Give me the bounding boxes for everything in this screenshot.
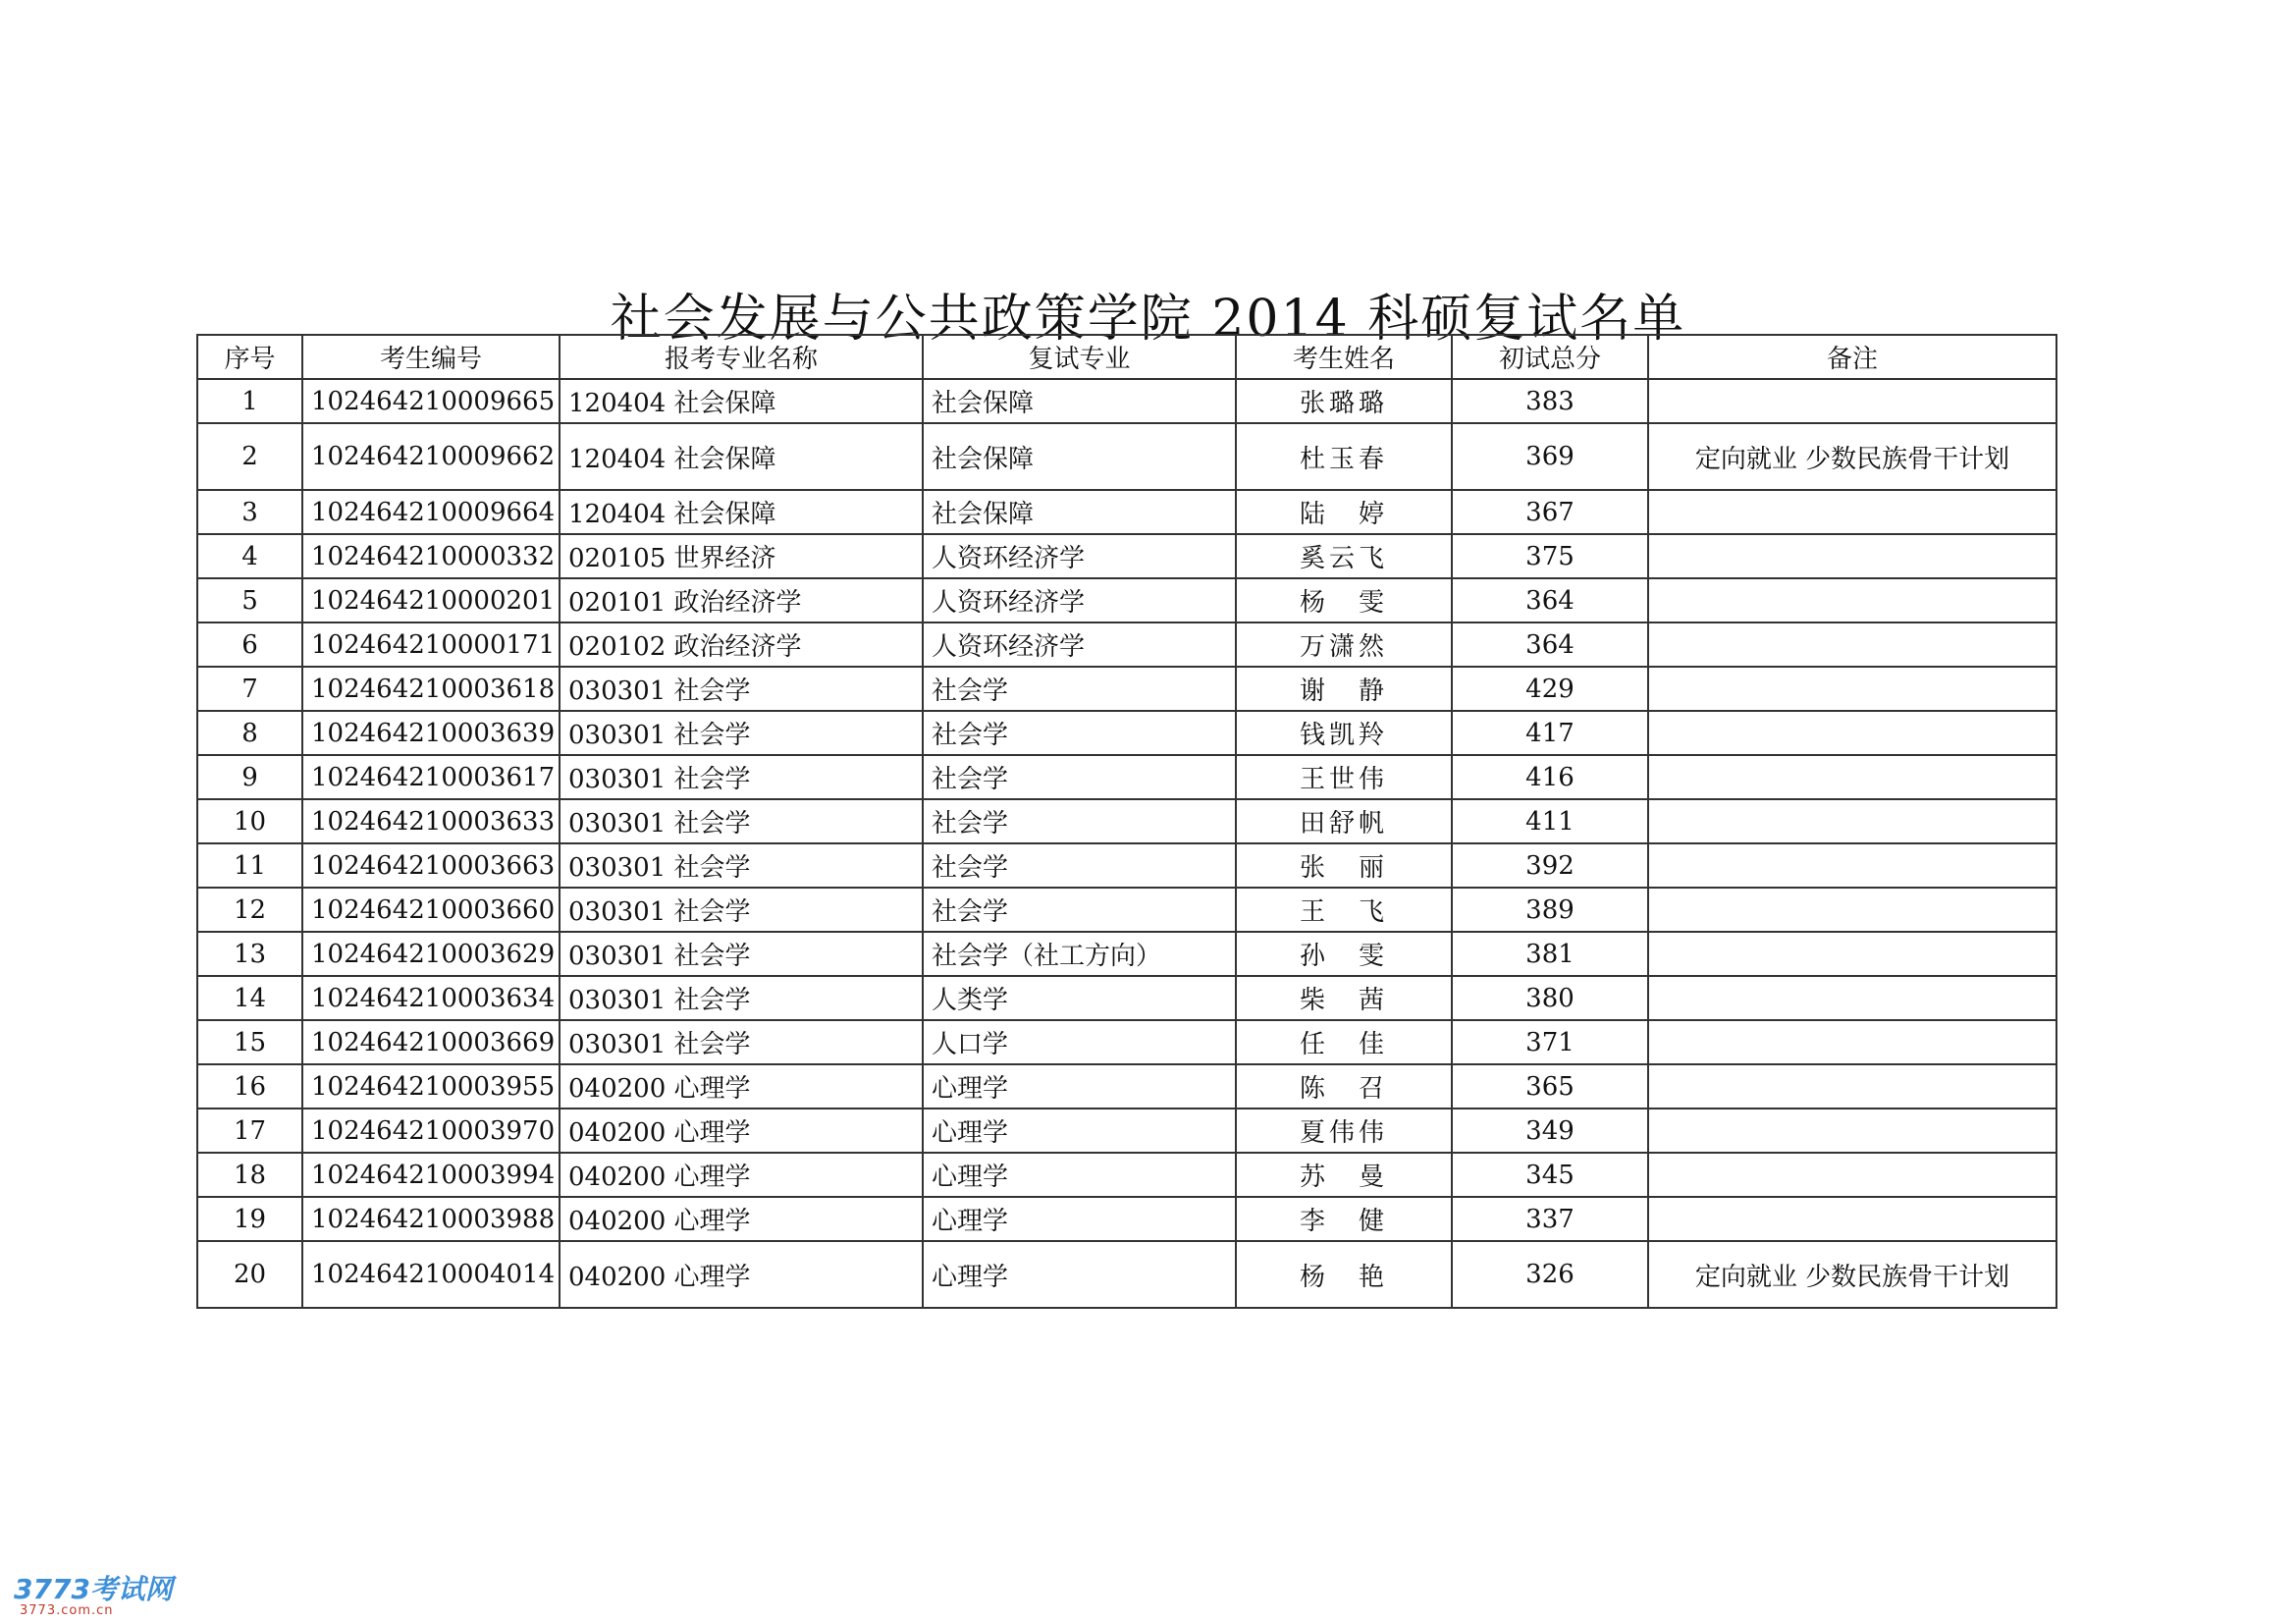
table-row <box>197 423 2056 490</box>
cell-initial-score: 337 <box>1452 1197 1648 1241</box>
header-candidate-id: 考生编号 <box>302 335 560 379</box>
cell-remarks: 定向就业 少数民族骨干计划 <box>1648 1241 2056 1308</box>
cell-candidate-name: 杨 雯 <box>1236 578 1452 622</box>
table-row <box>197 711 2056 755</box>
table-row <box>197 1109 2056 1153</box>
cell-initial-score: 365 <box>1452 1064 1648 1109</box>
cell-retest-major: 人资环经济学 <box>923 578 1236 622</box>
cell-applied-major: 030301 社会学 <box>560 932 923 976</box>
cell-remarks <box>1648 1064 2056 1109</box>
table-row <box>197 932 2056 976</box>
cell-serial: 3 <box>197 490 302 534</box>
cell-remarks <box>1648 1020 2056 1064</box>
table-header-row <box>197 335 2056 379</box>
cell-applied-major: 030301 社会学 <box>560 799 923 843</box>
cell-serial: 14 <box>197 976 302 1020</box>
table-row <box>197 1064 2056 1109</box>
cell-candidate-name: 李 健 <box>1236 1197 1452 1241</box>
cell-remarks: 定向就业 少数民族骨干计划 <box>1648 423 2056 490</box>
cell-retest-major: 人资环经济学 <box>923 534 1236 578</box>
cell-initial-score: 416 <box>1452 755 1648 799</box>
cell-candidate-name: 奚云飞 <box>1236 534 1452 578</box>
cell-applied-major: 120404 社会保障 <box>560 490 923 534</box>
cell-applied-major: 120404 社会保障 <box>560 379 923 423</box>
cell-serial: 5 <box>197 578 302 622</box>
watermark-domain-text: 3773.com.cn <box>20 1603 114 1618</box>
table-row <box>197 490 2056 534</box>
cell-candidate-name: 万潇然 <box>1236 622 1452 667</box>
cell-remarks <box>1648 888 2056 932</box>
cell-remarks <box>1648 755 2056 799</box>
cell-remarks <box>1648 379 2056 423</box>
cell-candidate-id: 102464210003669 <box>302 1020 560 1064</box>
watermark-logo-text: 3773考试网 <box>14 1573 173 1605</box>
cell-applied-major: 030301 社会学 <box>560 667 923 711</box>
cell-remarks <box>1648 490 2056 534</box>
cell-retest-major: 社会学 <box>923 667 1236 711</box>
cell-initial-score: 417 <box>1452 711 1648 755</box>
cell-serial: 11 <box>197 843 302 888</box>
cell-remarks <box>1648 667 2056 711</box>
cell-candidate-id: 102464210009664 <box>302 490 560 534</box>
cell-retest-major: 社会保障 <box>923 423 1236 490</box>
cell-candidate-name: 杜玉春 <box>1236 423 1452 490</box>
cell-candidate-id: 102464210003994 <box>302 1153 560 1197</box>
cell-candidate-name: 陈 召 <box>1236 1064 1452 1109</box>
cell-applied-major: 030301 社会学 <box>560 888 923 932</box>
cell-candidate-name: 王世伟 <box>1236 755 1452 799</box>
cell-initial-score: 364 <box>1452 622 1648 667</box>
cell-retest-major: 社会学 <box>923 711 1236 755</box>
cell-serial: 9 <box>197 755 302 799</box>
cell-candidate-id: 102464210003634 <box>302 976 560 1020</box>
cell-retest-major: 心理学 <box>923 1064 1236 1109</box>
cell-candidate-id: 102464210003663 <box>302 843 560 888</box>
cell-initial-score: 375 <box>1452 534 1648 578</box>
cell-remarks <box>1648 843 2056 888</box>
table-row <box>197 888 2056 932</box>
cell-candidate-name: 任 佳 <box>1236 1020 1452 1064</box>
cell-applied-major: 120404 社会保障 <box>560 423 923 490</box>
cell-serial: 19 <box>197 1197 302 1241</box>
table-row <box>197 622 2056 667</box>
cell-candidate-name: 张 丽 <box>1236 843 1452 888</box>
cell-retest-major: 社会学 <box>923 755 1236 799</box>
cell-candidate-id: 102464210003988 <box>302 1197 560 1241</box>
cell-serial: 10 <box>197 799 302 843</box>
cell-serial: 2 <box>197 423 302 490</box>
table-row <box>197 976 2056 1020</box>
cell-applied-major: 030301 社会学 <box>560 843 923 888</box>
cell-initial-score: 429 <box>1452 667 1648 711</box>
cell-candidate-id: 102464210003660 <box>302 888 560 932</box>
table-row <box>197 1020 2056 1064</box>
cell-serial: 16 <box>197 1064 302 1109</box>
header-candidate-name: 考生姓名 <box>1236 335 1452 379</box>
cell-candidate-name: 柴 茜 <box>1236 976 1452 1020</box>
cell-candidate-id: 102464210000171 <box>302 622 560 667</box>
cell-candidate-id: 102464210003633 <box>302 799 560 843</box>
cell-serial: 1 <box>197 379 302 423</box>
cell-initial-score: 349 <box>1452 1109 1648 1153</box>
cell-retest-major: 社会学 <box>923 799 1236 843</box>
cell-retest-major: 心理学 <box>923 1109 1236 1153</box>
cell-initial-score: 371 <box>1452 1020 1648 1064</box>
cell-applied-major: 040200 心理学 <box>560 1197 923 1241</box>
cell-candidate-id: 102464210003970 <box>302 1109 560 1153</box>
cell-serial: 8 <box>197 711 302 755</box>
cell-remarks <box>1648 1153 2056 1197</box>
table-row <box>197 799 2056 843</box>
cell-retest-major: 社会学 <box>923 843 1236 888</box>
cell-candidate-id: 102464210003629 <box>302 932 560 976</box>
cell-retest-major: 心理学 <box>923 1153 1236 1197</box>
cell-retest-major: 人资环经济学 <box>923 622 1236 667</box>
cell-candidate-id: 102464210003617 <box>302 755 560 799</box>
cell-candidate-id: 102464210009665 <box>302 379 560 423</box>
cell-remarks <box>1648 1109 2056 1153</box>
cell-retest-major: 心理学 <box>923 1197 1236 1241</box>
cell-applied-major: 030301 社会学 <box>560 976 923 1020</box>
cell-applied-major: 040200 心理学 <box>560 1109 923 1153</box>
table-row <box>197 667 2056 711</box>
table-row <box>197 578 2056 622</box>
site-watermark-logo <box>14 1575 200 1620</box>
cell-applied-major: 020102 政治经济学 <box>560 622 923 667</box>
cell-candidate-id: 102464210004014 <box>302 1241 560 1308</box>
cell-candidate-id: 102464210003639 <box>302 711 560 755</box>
cell-serial: 12 <box>197 888 302 932</box>
cell-candidate-name: 王 飞 <box>1236 888 1452 932</box>
cell-candidate-name: 杨 艳 <box>1236 1241 1452 1308</box>
cell-remarks <box>1648 622 2056 667</box>
table-row <box>197 843 2056 888</box>
cell-initial-score: 367 <box>1452 490 1648 534</box>
cell-serial: 18 <box>197 1153 302 1197</box>
cell-serial: 7 <box>197 667 302 711</box>
cell-candidate-id: 102464210003955 <box>302 1064 560 1109</box>
cell-retest-major: 社会学（社工方向） <box>923 932 1236 976</box>
cell-remarks <box>1648 1197 2056 1241</box>
cell-serial: 17 <box>197 1109 302 1153</box>
cell-candidate-name: 苏 曼 <box>1236 1153 1452 1197</box>
cell-remarks <box>1648 534 2056 578</box>
cell-initial-score: 345 <box>1452 1153 1648 1197</box>
cell-initial-score: 389 <box>1452 888 1648 932</box>
cell-applied-major: 030301 社会学 <box>560 1020 923 1064</box>
cell-remarks <box>1648 799 2056 843</box>
cell-candidate-name: 谢 静 <box>1236 667 1452 711</box>
cell-retest-major: 社会保障 <box>923 490 1236 534</box>
cell-applied-major: 030301 社会学 <box>560 711 923 755</box>
cell-retest-major: 心理学 <box>923 1241 1236 1308</box>
cell-retest-major: 社会保障 <box>923 379 1236 423</box>
table-row <box>197 1153 2056 1197</box>
header-serial: 序号 <box>197 335 302 379</box>
cell-candidate-id: 102464210009662 <box>302 423 560 490</box>
header-remarks: 备注 <box>1648 335 2056 379</box>
cell-candidate-name: 田舒帆 <box>1236 799 1452 843</box>
cell-applied-major: 020105 世界经济 <box>560 534 923 578</box>
cell-applied-major: 020101 政治经济学 <box>560 578 923 622</box>
cell-candidate-name: 张璐璐 <box>1236 379 1452 423</box>
cell-initial-score: 392 <box>1452 843 1648 888</box>
cell-applied-major: 040200 心理学 <box>560 1153 923 1197</box>
cell-retest-major: 人口学 <box>923 1020 1236 1064</box>
cell-candidate-name: 钱凯羚 <box>1236 711 1452 755</box>
header-retest-major: 复试专业 <box>923 335 1236 379</box>
cell-candidate-id: 102464210003618 <box>302 667 560 711</box>
header-initial-score: 初试总分 <box>1452 335 1648 379</box>
cell-remarks <box>1648 976 2056 1020</box>
cell-candidate-id: 102464210000201 <box>302 578 560 622</box>
cell-serial: 20 <box>197 1241 302 1308</box>
table-row <box>197 755 2056 799</box>
page-title: 社会发展与公共政策学院 2014 科硕复试名单 <box>610 289 1686 349</box>
table-row <box>197 534 2056 578</box>
cell-initial-score: 411 <box>1452 799 1648 843</box>
cell-candidate-name: 夏伟伟 <box>1236 1109 1452 1153</box>
table-row <box>197 1197 2056 1241</box>
cell-initial-score: 364 <box>1452 578 1648 622</box>
cell-remarks <box>1648 578 2056 622</box>
cell-retest-major: 社会学 <box>923 888 1236 932</box>
cell-applied-major: 030301 社会学 <box>560 755 923 799</box>
cell-serial: 13 <box>197 932 302 976</box>
cell-initial-score: 369 <box>1452 423 1648 490</box>
header-applied-major: 报考专业名称 <box>560 335 923 379</box>
cell-candidate-name: 孙 雯 <box>1236 932 1452 976</box>
cell-serial: 15 <box>197 1020 302 1064</box>
cell-initial-score: 326 <box>1452 1241 1648 1308</box>
candidate-table <box>196 334 2057 1309</box>
table-row <box>197 379 2056 423</box>
cell-serial: 6 <box>197 622 302 667</box>
cell-applied-major: 040200 心理学 <box>560 1064 923 1109</box>
cell-remarks <box>1648 932 2056 976</box>
cell-initial-score: 381 <box>1452 932 1648 976</box>
cell-candidate-id: 102464210000332 <box>302 534 560 578</box>
cell-remarks <box>1648 711 2056 755</box>
table-row <box>197 1241 2056 1308</box>
cell-retest-major: 人类学 <box>923 976 1236 1020</box>
cell-initial-score: 380 <box>1452 976 1648 1020</box>
cell-applied-major: 040200 心理学 <box>560 1241 923 1308</box>
cell-initial-score: 383 <box>1452 379 1648 423</box>
cell-candidate-name: 陆 婷 <box>1236 490 1452 534</box>
cell-serial: 4 <box>197 534 302 578</box>
